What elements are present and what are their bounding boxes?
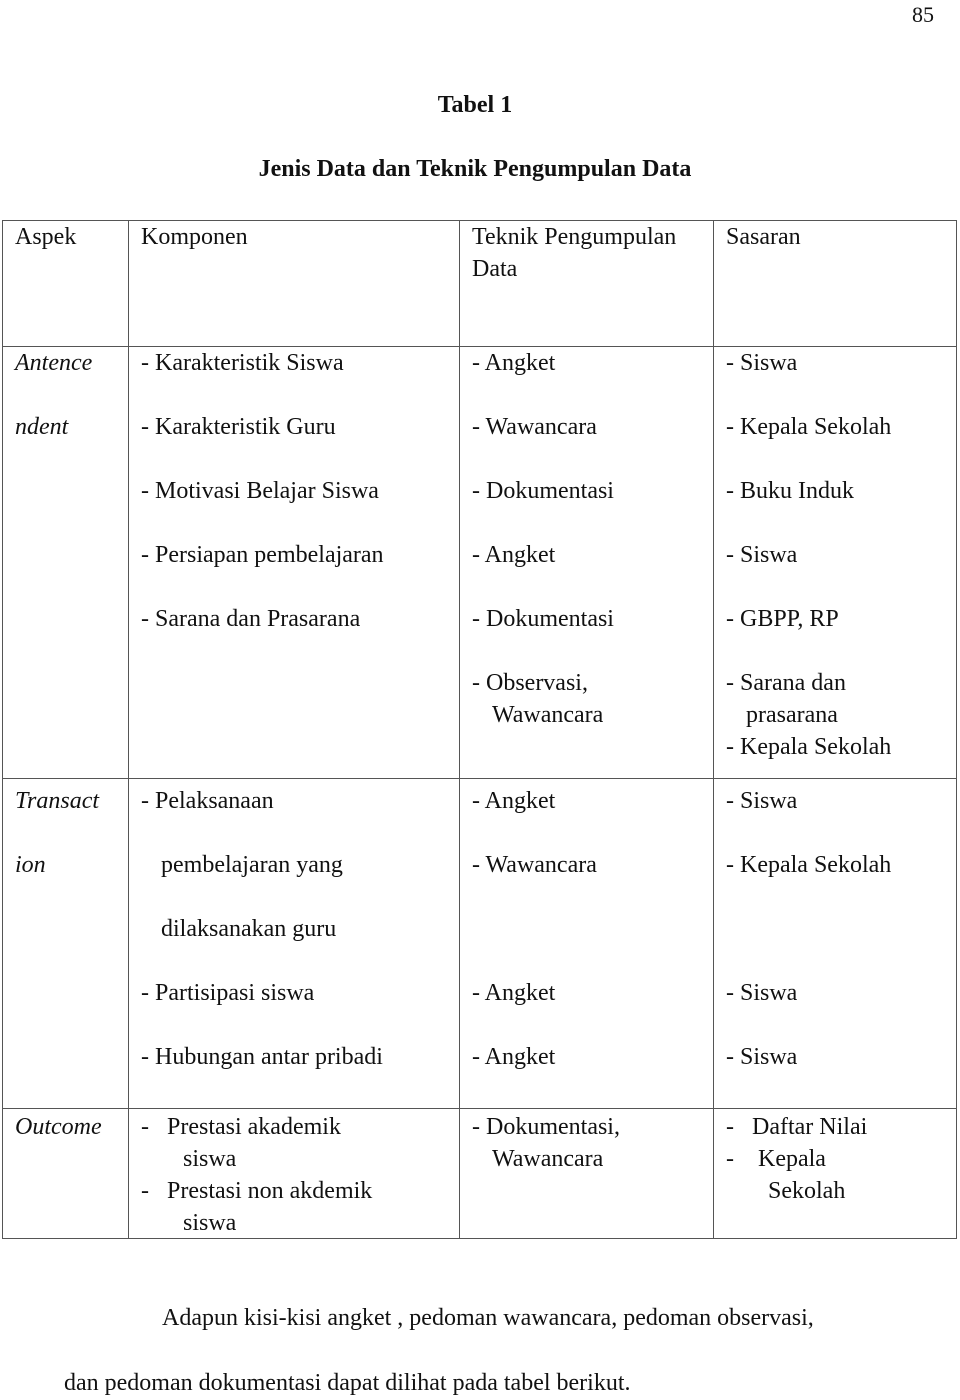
header-aspek: Aspek bbox=[3, 221, 129, 347]
header-teknik: Teknik Pengumpulan Data bbox=[460, 221, 714, 347]
komponen-item: - Karakteristik Siswa bbox=[141, 350, 344, 376]
sasaran-item: - Buku Induk bbox=[726, 478, 854, 504]
table-row-outcome bbox=[3, 1109, 957, 1239]
teknik-item: - Angket bbox=[472, 1044, 556, 1070]
sasaran-item: - GBPP, RP bbox=[726, 606, 839, 632]
teknik-item-continued: Wawancara bbox=[492, 702, 604, 728]
teknik-item-continued: Wawancara bbox=[492, 1146, 604, 1172]
cell-sasaran bbox=[714, 1109, 957, 1239]
sasaran-item: - Kepala bbox=[726, 1146, 826, 1172]
aspect-line: Antence bbox=[15, 350, 93, 376]
table-label: Tabel 1 bbox=[437, 92, 513, 118]
aspect-line: Transact bbox=[15, 788, 100, 814]
sasaran-item: - Siswa bbox=[726, 1044, 798, 1070]
teknik-item: - Angket bbox=[472, 788, 556, 814]
cell-komponen bbox=[129, 347, 460, 779]
cell-aspect bbox=[3, 779, 129, 1109]
teknik-item: - Angket bbox=[472, 350, 556, 376]
cell-aspect bbox=[3, 347, 129, 779]
komponen-item: - Karakteristik Guru bbox=[141, 414, 336, 440]
teknik-item: - Observasi, bbox=[472, 670, 588, 696]
table-header-row bbox=[3, 221, 957, 347]
cell-sasaran bbox=[714, 779, 957, 1109]
sasaran-item: - Daftar Nilai bbox=[726, 1114, 868, 1140]
aspect-line: ion bbox=[15, 852, 46, 878]
table-row-antecendent bbox=[3, 347, 957, 779]
teknik-item: - Wawancara bbox=[472, 414, 597, 440]
sasaran-item: - Sarana dan bbox=[726, 670, 846, 696]
sasaran-item: - Kepala Sekolah bbox=[726, 734, 892, 760]
teknik-item: - Angket bbox=[472, 542, 556, 568]
sasaran-item-continued: Sekolah bbox=[768, 1178, 846, 1204]
komponen-item-continued: siswa bbox=[183, 1146, 237, 1172]
paragraph-line-2: dan pedoman dokumentasi dapat dilihat pada tabel berikut. bbox=[64, 1370, 631, 1396]
komponen-item: - Hubungan antar pribadi bbox=[141, 1044, 383, 1070]
cell-sasaran bbox=[714, 347, 957, 779]
cell-teknik bbox=[460, 347, 714, 779]
komponen-item: - Motivasi Belajar Siswa bbox=[141, 478, 379, 504]
komponen-item-continued: siswa bbox=[183, 1210, 237, 1236]
header-sasaran: Sasaran bbox=[714, 221, 957, 347]
komponen-item: - Pelaksanaan bbox=[141, 788, 274, 814]
sasaran-item: - Kepala Sekolah bbox=[726, 414, 892, 440]
data-table bbox=[2, 220, 957, 1239]
teknik-item: - Dokumentasi, bbox=[472, 1114, 620, 1140]
komponen-item: - Sarana dan Prasarana bbox=[141, 606, 361, 632]
cell-teknik bbox=[460, 779, 714, 1109]
sasaran-item: - Siswa bbox=[726, 980, 798, 1006]
cell-aspect bbox=[3, 1109, 129, 1239]
cell-teknik bbox=[460, 1109, 714, 1239]
sasaran-item: - Siswa bbox=[726, 542, 798, 568]
cell-komponen bbox=[129, 1109, 460, 1239]
komponen-item: - Partisipasi siswa bbox=[141, 980, 315, 1006]
komponen-item: - Prestasi akademik bbox=[141, 1114, 341, 1140]
header-komponen: Komponen bbox=[129, 221, 460, 347]
komponen-item-continued: pembelajaran yang bbox=[161, 852, 343, 878]
sasaran-item: - Kepala Sekolah bbox=[726, 852, 892, 878]
sasaran-item: - Siswa bbox=[726, 350, 798, 376]
cell-komponen bbox=[129, 779, 460, 1109]
teknik-item: - Angket bbox=[472, 980, 556, 1006]
table-title: Jenis Data dan Teknik Pengumpulan Data bbox=[258, 156, 692, 182]
table-row-transaction bbox=[3, 779, 957, 1109]
komponen-item: - Persiapan pembelajaran bbox=[141, 542, 384, 568]
komponen-item-continued: dilaksanakan guru bbox=[161, 916, 337, 942]
sasaran-item: - Siswa bbox=[726, 788, 798, 814]
page-number: 85 bbox=[912, 2, 934, 27]
teknik-item: - Wawancara bbox=[472, 852, 597, 878]
aspect-line: ndent bbox=[15, 414, 69, 440]
aspect-line: Outcome bbox=[15, 1114, 102, 1140]
teknik-item: - Dokumentasi bbox=[472, 478, 614, 504]
sasaran-item-continued: prasarana bbox=[746, 702, 838, 728]
komponen-item: - Prestasi non akdemik bbox=[141, 1178, 373, 1204]
teknik-item: - Dokumentasi bbox=[472, 606, 614, 632]
paragraph-line-1: Adapun kisi-kisi angket , pedoman wawancara, pedoman observasi, bbox=[162, 1305, 814, 1331]
